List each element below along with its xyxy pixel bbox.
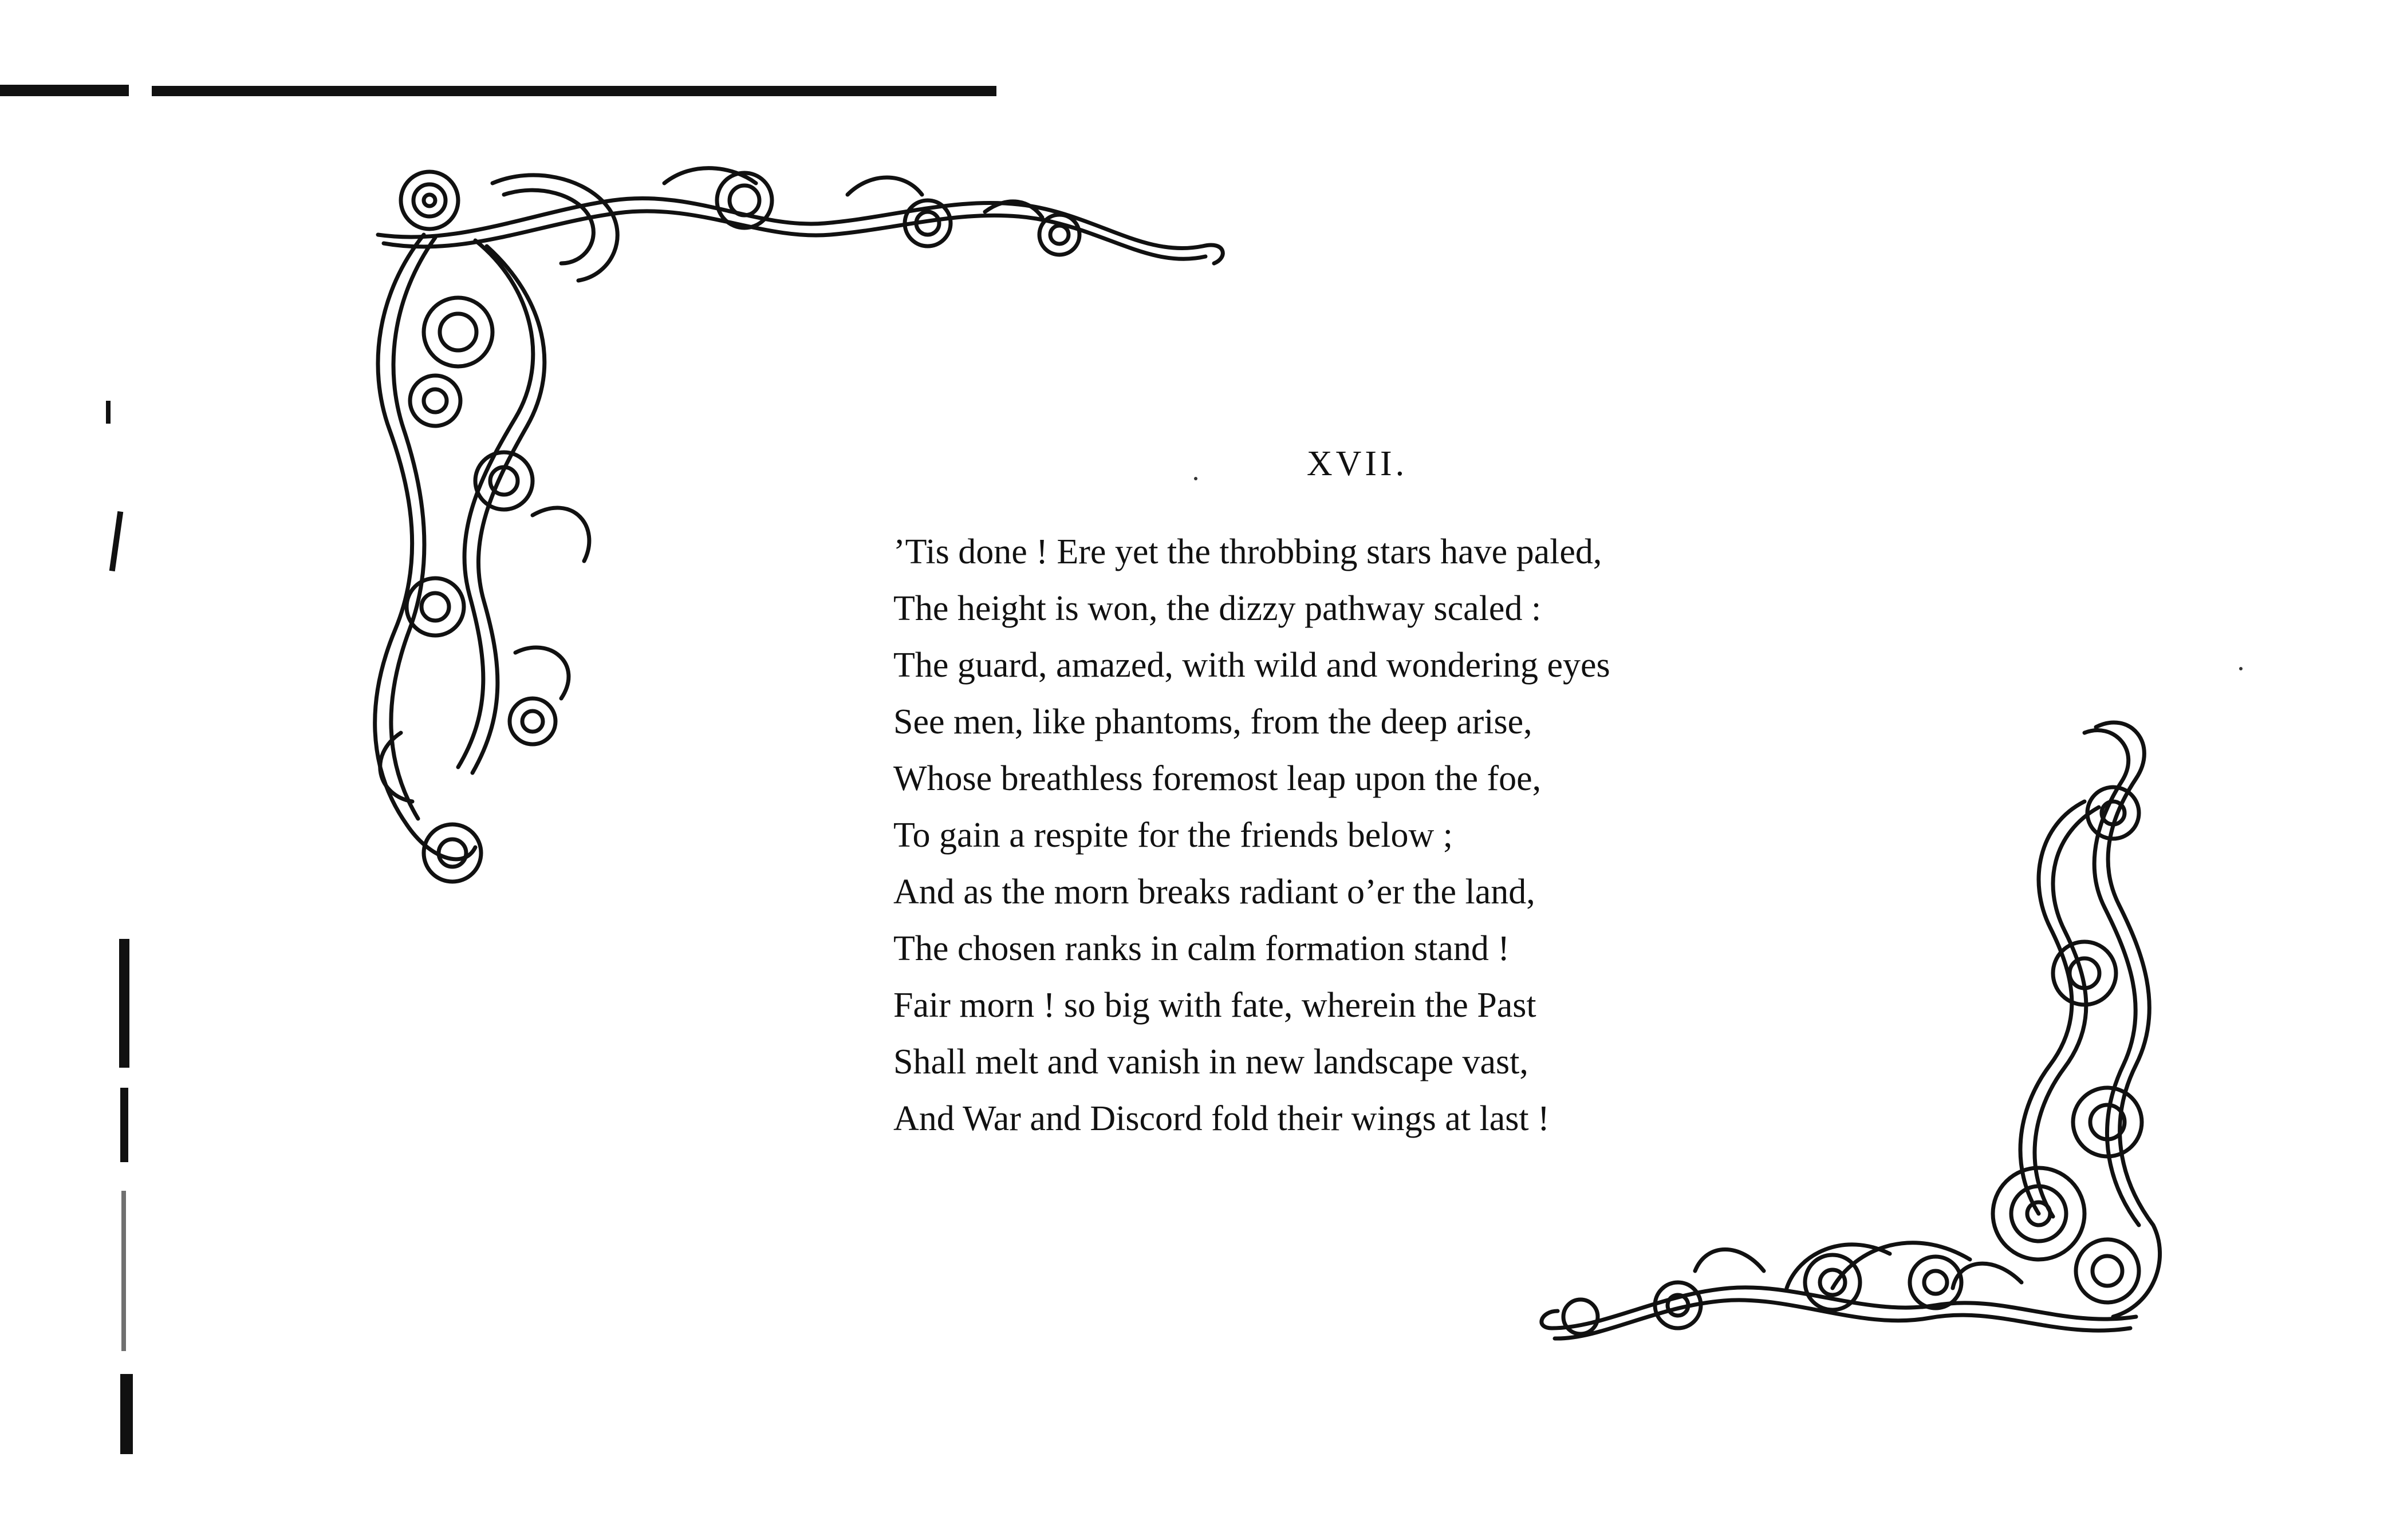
poem-line: The height is won, the dizzy pathway scaled : xyxy=(893,589,1542,628)
gutter-mark xyxy=(109,511,124,571)
gutter-mark xyxy=(121,1191,126,1351)
poem-line: ’Tis done ! Ere yet the throbbing stars have paled, xyxy=(893,532,1602,571)
poem-line: And War and Discord fold their wings at last ! xyxy=(893,1099,1550,1138)
poem-line: Shall melt and vanish in new landscape vast, xyxy=(893,1043,1528,1081)
gutter-mark xyxy=(120,1088,128,1162)
poem-stanza xyxy=(893,524,1867,1147)
top-rule-left xyxy=(0,85,129,96)
speck xyxy=(2239,667,2243,670)
poem-line: The chosen ranks in calm formation stand ! xyxy=(893,929,1510,968)
top-rule-right xyxy=(152,86,996,96)
poem-line: And as the morn breaks radiant o’er the land, xyxy=(893,872,1535,911)
poem-line: Fair morn ! so big with fate, wherein the Past xyxy=(893,986,1536,1025)
stanza-numeral: XVII. xyxy=(1306,444,1408,483)
poem-line: The guard, amazed, with wild and wondering eyes xyxy=(893,646,1610,685)
gutter-mark xyxy=(120,1374,133,1454)
poem-line: Whose breathless foremost leap upon the foe, xyxy=(893,759,1542,798)
gutter-mark xyxy=(106,401,111,424)
poem-line: To gain a respite for the friends below ; xyxy=(893,816,1453,855)
poem-line: See men, like phantoms, from the deep arise, xyxy=(893,702,1532,741)
gutter-mark xyxy=(119,939,129,1068)
